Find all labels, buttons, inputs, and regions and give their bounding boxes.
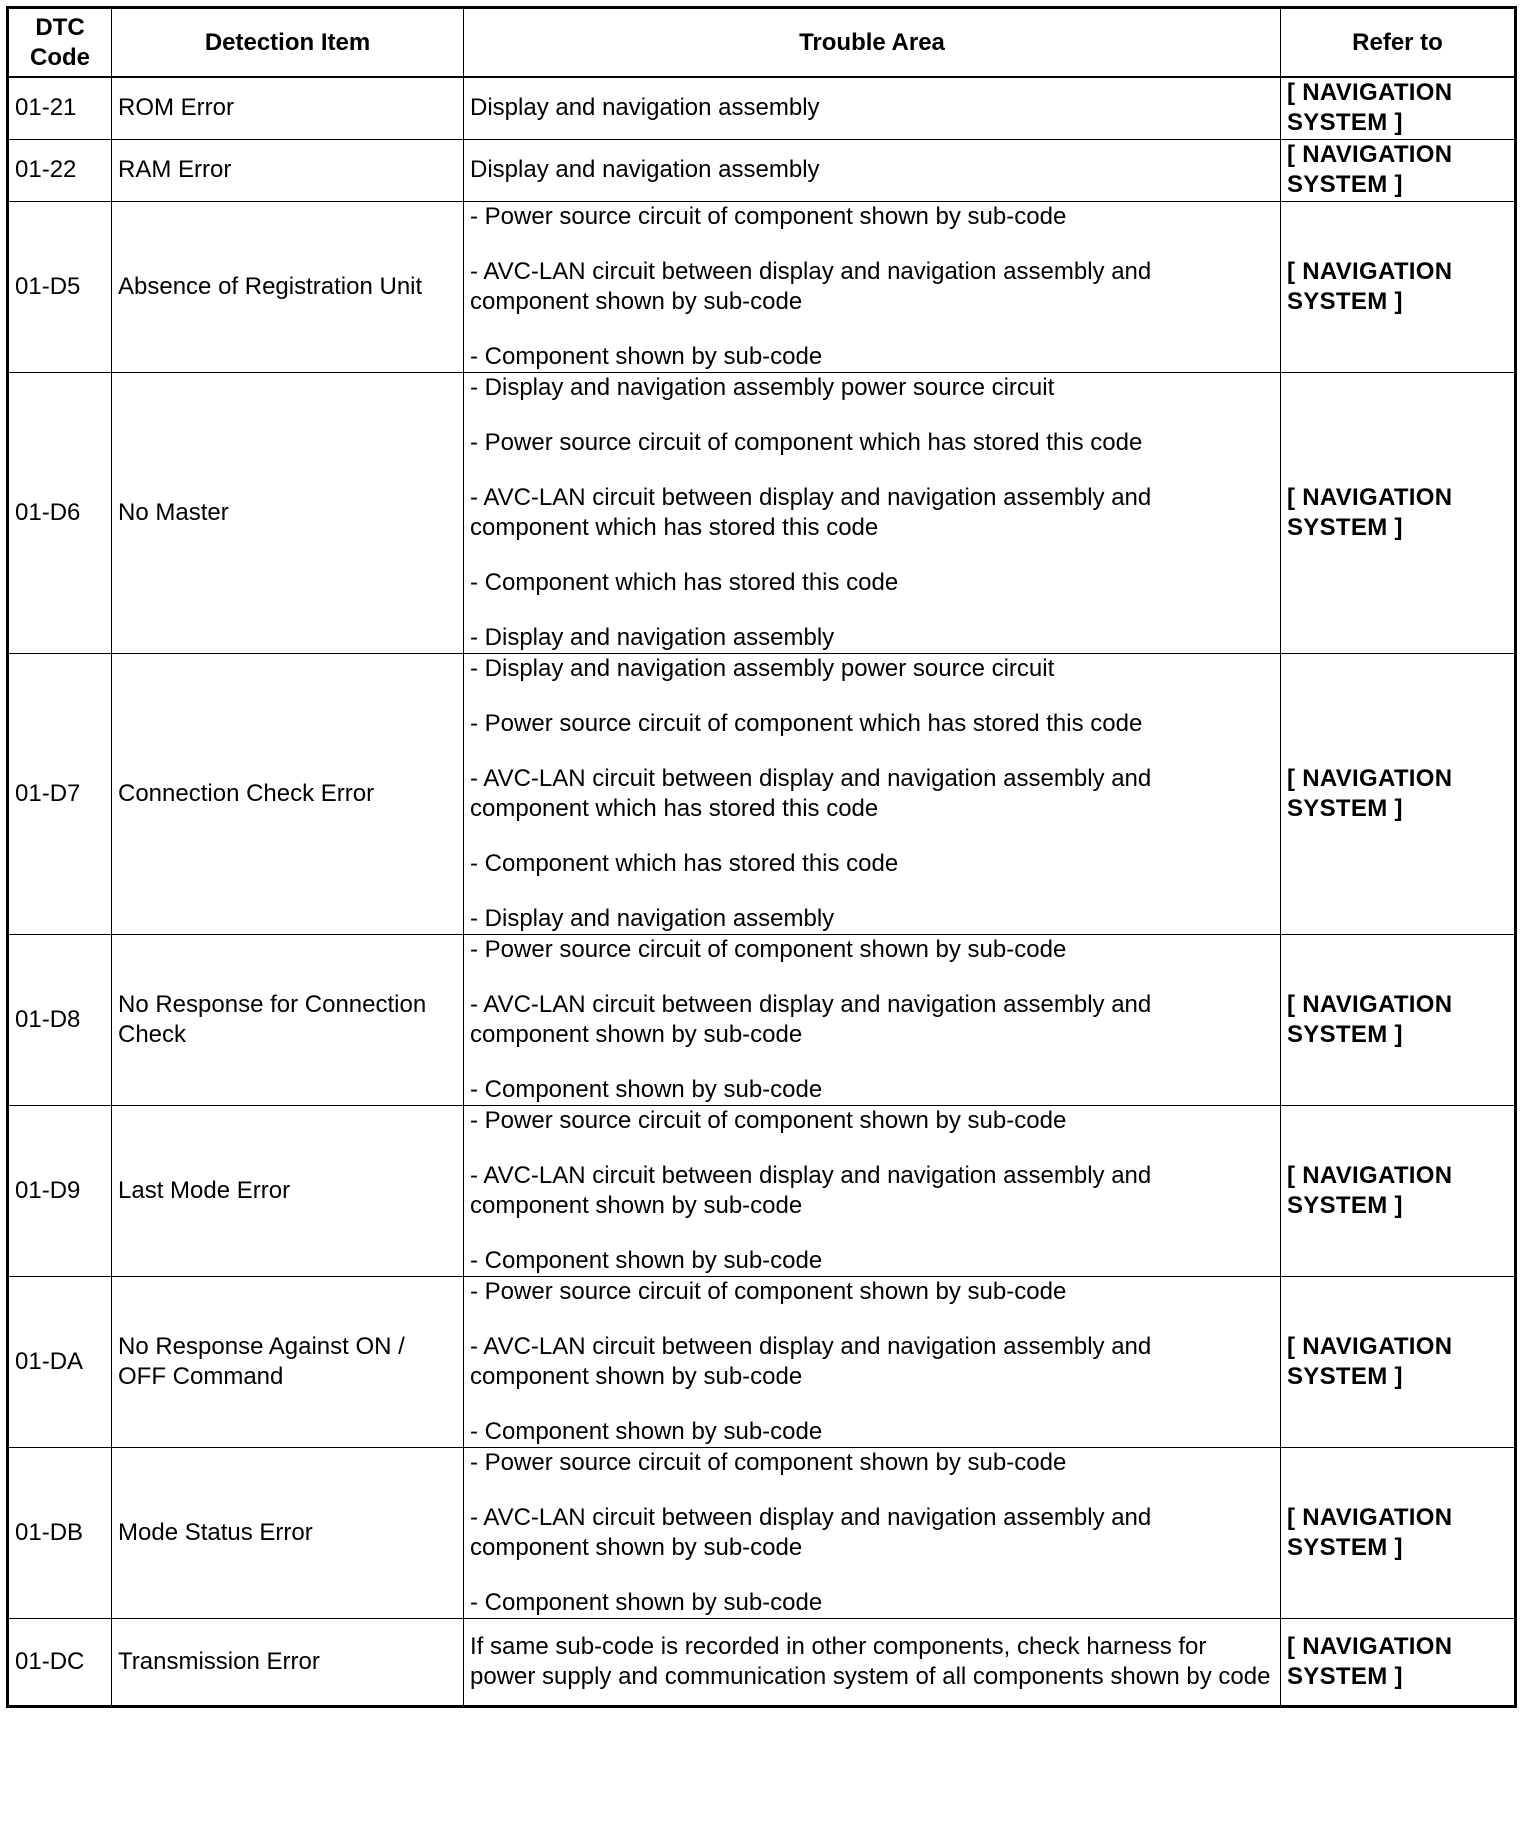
- trouble-area-line: - Power source circuit of component shown by sub-code: [470, 202, 1067, 230]
- trouble-area-line: - AVC-LAN circuit between display and navigation assembly and component shown by sub-code: [470, 257, 1152, 315]
- detection-item-cell: Connection Check Error: [112, 653, 464, 934]
- detection-item-cell: ROM Error: [112, 77, 464, 139]
- trouble-area-line: - Power source circuit of component which has stored this code: [470, 709, 1143, 737]
- trouble-area-line: - Component which has stored this code: [470, 568, 899, 596]
- trouble-area-line: - Display and navigation assembly: [470, 904, 835, 932]
- trouble-area-cell: [464, 77, 1281, 139]
- trouble-area-cell: [464, 201, 1281, 372]
- header-trouble-area: Trouble Area: [464, 8, 1281, 78]
- table-row: [8, 201, 1516, 372]
- header-dtc-code: DTC Code: [8, 8, 112, 78]
- dtc-code-cell: 01-DB: [8, 1447, 112, 1618]
- trouble-area-line: - Component which has stored this code: [470, 849, 899, 877]
- trouble-area-line: - Component shown by sub-code: [470, 342, 823, 370]
- dtc-code-cell: 01-DA: [8, 1276, 112, 1447]
- trouble-area-line: - Power source circuit of component shown by sub-code: [470, 1106, 1067, 1134]
- detection-item-cell: Last Mode Error: [112, 1105, 464, 1276]
- trouble-area-line: - AVC-LAN circuit between display and navigation assembly and component shown by sub-code: [470, 1503, 1152, 1561]
- trouble-area-line: - Power source circuit of component which has stored this code: [470, 428, 1143, 456]
- table-row: [8, 139, 1516, 201]
- header-refer-to: Refer to: [1281, 8, 1516, 78]
- detection-item-cell: Absence of Registration Unit: [112, 201, 464, 372]
- trouble-area-line: Display and navigation assembly: [470, 94, 820, 122]
- dtc-code-cell: 01-DC: [8, 1618, 112, 1706]
- dtc-code-cell: 01-21: [8, 77, 112, 139]
- trouble-area-cell: [464, 1276, 1281, 1447]
- detection-item-cell: No Response for Connection Check: [112, 934, 464, 1105]
- trouble-area-line: - AVC-LAN circuit between display and navigation assembly and component shown by sub-code: [470, 990, 1152, 1048]
- refer-to-link[interactable]: [ NAVIGATION SYSTEM ]: [1281, 201, 1516, 372]
- refer-to-link[interactable]: [ NAVIGATION SYSTEM ]: [1281, 1105, 1516, 1276]
- trouble-area-cell: [464, 1105, 1281, 1276]
- trouble-area-line: - Power source circuit of component shown by sub-code: [470, 1277, 1067, 1305]
- trouble-area-line: - Display and navigation assembly power source circuit: [470, 654, 1055, 682]
- dtc-table: [6, 6, 1517, 1708]
- refer-to-link[interactable]: [ NAVIGATION SYSTEM ]: [1281, 1447, 1516, 1618]
- table-row: [8, 1105, 1516, 1276]
- table-row: [8, 934, 1516, 1105]
- refer-to-link[interactable]: [ NAVIGATION SYSTEM ]: [1281, 139, 1516, 201]
- trouble-area-line: - Component shown by sub-code: [470, 1417, 823, 1445]
- table-row: [8, 77, 1516, 139]
- trouble-area-cell: [464, 1447, 1281, 1618]
- detection-item-cell: Transmission Error: [112, 1618, 464, 1706]
- detection-item-cell: RAM Error: [112, 139, 464, 201]
- table-row: [8, 1618, 1516, 1706]
- table-row: [8, 1276, 1516, 1447]
- trouble-area-line: - AVC-LAN circuit between display and navigation assembly and component shown by sub-code: [470, 1332, 1152, 1390]
- trouble-area-cell: [464, 372, 1281, 653]
- trouble-area-line: - AVC-LAN circuit between display and navigation assembly and component which has stored this code: [470, 764, 1152, 822]
- header-row: [8, 8, 1516, 78]
- table-body: [8, 77, 1516, 1706]
- trouble-area-line: - Component shown by sub-code: [470, 1246, 823, 1274]
- detection-item-cell: No Master: [112, 372, 464, 653]
- dtc-code-cell: 01-D7: [8, 653, 112, 934]
- refer-to-link[interactable]: [ NAVIGATION SYSTEM ]: [1281, 934, 1516, 1105]
- trouble-area-line: - Display and navigation assembly power source circuit: [470, 373, 1055, 401]
- table-row: [8, 653, 1516, 934]
- header-detection-item: Detection Item: [112, 8, 464, 78]
- trouble-area-line: - Component shown by sub-code: [470, 1588, 823, 1616]
- dtc-code-cell: 01-D8: [8, 934, 112, 1105]
- trouble-area-cell: [464, 653, 1281, 934]
- trouble-area-line: - Component shown by sub-code: [470, 1075, 823, 1103]
- trouble-area-line: - AVC-LAN circuit between display and navigation assembly and component which has stored this code: [470, 483, 1152, 541]
- detection-item-cell: Mode Status Error: [112, 1447, 464, 1618]
- refer-to-link[interactable]: [ NAVIGATION SYSTEM ]: [1281, 1618, 1516, 1706]
- dtc-code-cell: 01-D6: [8, 372, 112, 653]
- trouble-area-cell: [464, 934, 1281, 1105]
- refer-to-link[interactable]: [ NAVIGATION SYSTEM ]: [1281, 653, 1516, 934]
- table-header: [8, 8, 1516, 78]
- trouble-area-line: Display and navigation assembly: [470, 156, 820, 183]
- trouble-area-line: - Power source circuit of component shown by sub-code: [470, 935, 1067, 963]
- table-row: [8, 1447, 1516, 1618]
- trouble-area-line: - Display and navigation assembly: [470, 623, 835, 651]
- trouble-area-cell: [464, 1618, 1281, 1706]
- trouble-area-line: - Power source circuit of component shown by sub-code: [470, 1448, 1067, 1476]
- refer-to-link[interactable]: [ NAVIGATION SYSTEM ]: [1281, 1276, 1516, 1447]
- trouble-area-line: If same sub-code is recorded in other components, check harness for power supply and communication system of all components shown by code: [470, 1632, 1271, 1690]
- trouble-area-cell: [464, 139, 1281, 201]
- dtc-code-cell: 01-D9: [8, 1105, 112, 1276]
- refer-to-link[interactable]: [ NAVIGATION SYSTEM ]: [1281, 77, 1516, 139]
- dtc-code-cell: 01-22: [8, 139, 112, 201]
- trouble-area-line: - AVC-LAN circuit between display and navigation assembly and component shown by sub-code: [470, 1161, 1152, 1219]
- table-row: [8, 372, 1516, 653]
- dtc-code-cell: 01-D5: [8, 201, 112, 372]
- refer-to-link[interactable]: [ NAVIGATION SYSTEM ]: [1281, 372, 1516, 653]
- detection-item-cell: No Response Against ON / OFF Command: [112, 1276, 464, 1447]
